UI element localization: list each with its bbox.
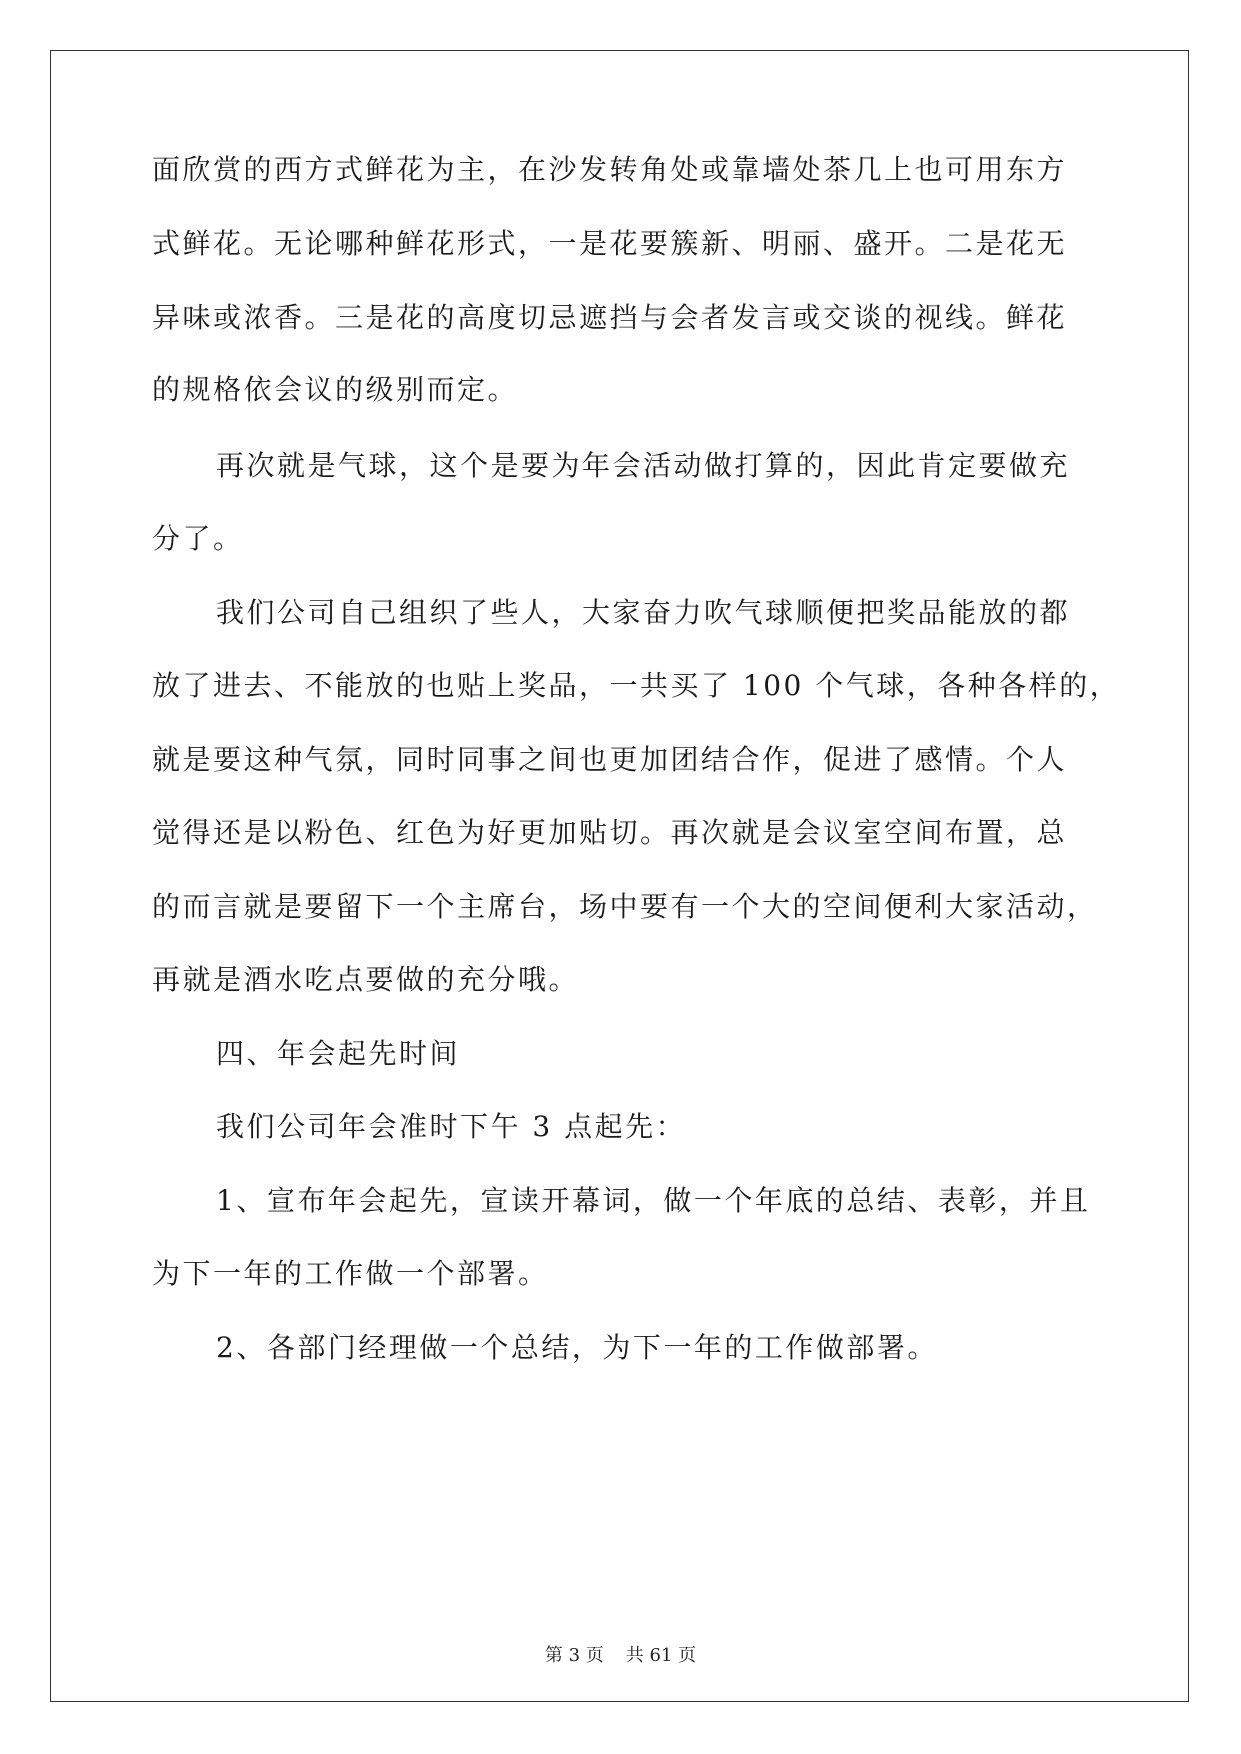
- page-number: 第 3 页: [544, 1645, 604, 1666]
- body-line: 面欣赏的西方式鲜花为主，在沙发转角处或靠墙处茶几上也可用东方: [152, 153, 1068, 186]
- paragraph-first-line: 我们公司年会准时下午 3 点起先：: [216, 1110, 687, 1143]
- list-item-1: 1、宣布年会起先，宣读开幕词，做一个年底的总结、表彰，并且: [216, 1184, 1091, 1217]
- body-line: 异味或浓香。三是花的高度切忌遮挡与会者发言或交谈的视线。鲜花: [152, 301, 1068, 334]
- body-line: 为下一年的工作做一个部署。: [152, 1257, 549, 1290]
- paragraph-first-line: 再次就是气球，这个是要为年会活动做打算的，因此肯定要做充: [216, 449, 1071, 482]
- page-footer: [0, 1644, 1241, 1668]
- body-line: 的规格依会议的级别而定。: [152, 373, 519, 406]
- body-line: 的而言就是要留下一个主席台，场中要有一个大的空间便利大家活动，: [152, 890, 1098, 923]
- body-line: 再就是酒水吃点要做的充分哦。: [152, 963, 580, 996]
- body-line: 式鲜花。无论哪种鲜花形式，一是花要簇新、明丽、盛开。二是花无: [152, 227, 1068, 260]
- body-line: 就是要这种气氛，同时同事之间也更加团结合作，促进了感情。个人: [152, 743, 1068, 776]
- body-line: 觉得还是以粉色、红色为好更加贴切。再次就是会议室空间布置，总: [152, 816, 1068, 849]
- paragraph-first-line: 我们公司自己组织了些人，大家奋力吹气球顺便把奖品能放的都: [216, 596, 1071, 629]
- body-line: 放了进去、不能放的也贴上奖品，一共买了 100 个气球，各种各样的，: [152, 669, 1121, 702]
- list-item-2: 2、各部门经理做一个总结，为下一年的工作做部署。: [216, 1331, 938, 1364]
- page-total: 共 61 页: [625, 1645, 697, 1666]
- body-line: 分了。: [152, 522, 244, 555]
- section-heading: 四、年会起先时间: [216, 1037, 461, 1070]
